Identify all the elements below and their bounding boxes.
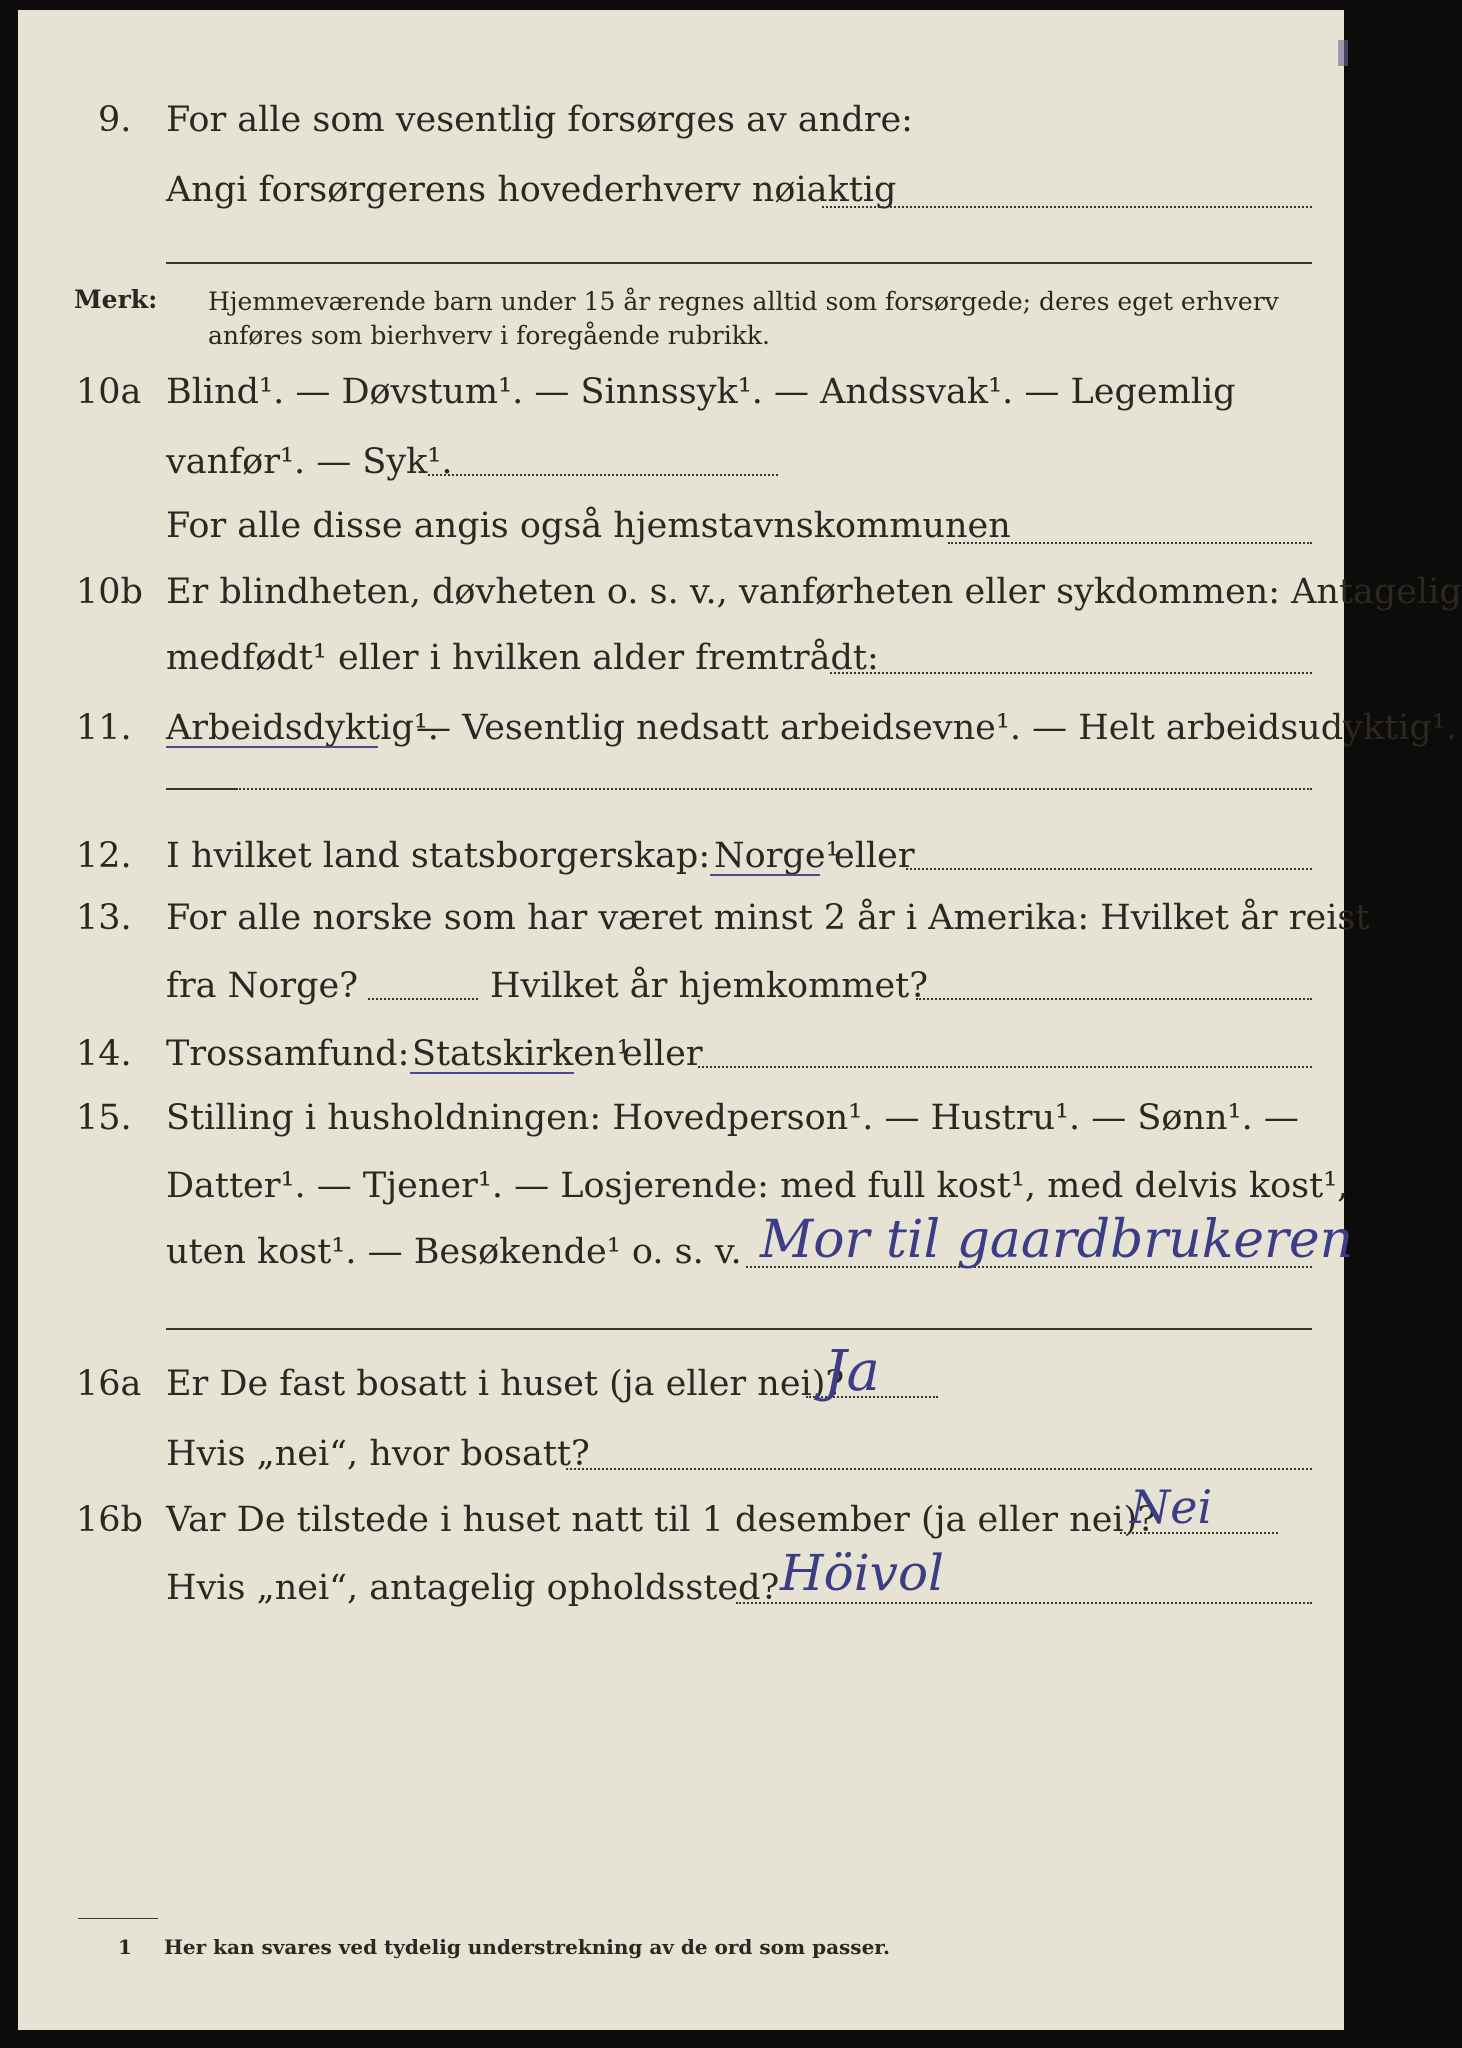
q16b-line1: Var De tilstede i huset natt til 1 desember (ja eller nei)? bbox=[166, 1500, 1157, 1540]
q15-line3: uten kost¹. — Besøkende¹ o. s. v. bbox=[166, 1232, 742, 1272]
q15-handwritten-answer: Mor til gaardbrukeren bbox=[760, 1210, 1354, 1270]
q16a-handwritten-answer: Ja bbox=[824, 1339, 880, 1404]
footnote-rule bbox=[78, 1918, 158, 1919]
q16b-number: 16b bbox=[76, 1500, 143, 1540]
q10a-line1: Blind¹. — Døvstum¹. — Sinnssyk¹. — Andssvak¹. — Legemlig bbox=[166, 372, 1236, 412]
q14-underline bbox=[410, 1072, 574, 1074]
q11-opt1: Arbeidsdyktig¹. bbox=[166, 708, 439, 748]
q9-answer-line-2 bbox=[166, 262, 1312, 264]
q14-prefix: Trossamfund: bbox=[166, 1034, 410, 1074]
ink-mark bbox=[1338, 40, 1348, 66]
q13-line2b: Hvilket år hjemkommet? bbox=[490, 966, 929, 1006]
q12-suffix: eller bbox=[834, 836, 915, 876]
q15-answer-line-2 bbox=[166, 1328, 1312, 1330]
q15-line1: Stilling i husholdningen: Hovedperson¹. — Hustru¹. — Sønn¹. — bbox=[166, 1098, 1299, 1138]
q14-answer-line bbox=[698, 1066, 1312, 1068]
q13-year-left-line bbox=[368, 998, 478, 1000]
q9-line1: For alle som vesentlig forsørges av andre: bbox=[166, 100, 913, 140]
q11-line-start bbox=[166, 788, 236, 790]
q9-line2: Angi forsørgerens hovederhverv nøiaktig bbox=[166, 170, 897, 210]
q16b-location-line bbox=[736, 1602, 1312, 1604]
merk-line1: Hjemmeværende barn under 15 år regnes alltid som forsørgede; deres eget erhverv bbox=[208, 287, 1279, 316]
q16a-line2: Hvis „nei“, hvor bosatt? bbox=[166, 1434, 590, 1474]
q9-answer-line bbox=[822, 206, 1312, 208]
q16b-handwritten-answer-1: Nei bbox=[1130, 1480, 1213, 1534]
q14-number: 14. bbox=[76, 1034, 132, 1074]
q11-number: 11. bbox=[76, 708, 132, 748]
q12-underline bbox=[710, 874, 820, 876]
q11-answer-line bbox=[236, 788, 1312, 790]
q12-prefix: I hvilket land statsborgerskap: bbox=[166, 836, 711, 876]
q13-year-return-line bbox=[916, 998, 1312, 1000]
footnote-mark: 1 bbox=[118, 1935, 132, 1959]
q13-line2a: fra Norge? bbox=[166, 966, 358, 1006]
q10b-line1: Er blindheten, døvheten o. s. v., vanførheten eller sykdommen: Antagelig bbox=[166, 572, 1462, 612]
q10a-answer-line bbox=[428, 474, 778, 476]
merk-line2: anføres som bierhverv i foregående rubrikk. bbox=[208, 321, 770, 350]
q10a-home-line bbox=[948, 542, 1312, 544]
q16a-residence-line bbox=[566, 1468, 1312, 1470]
q16b-handwritten-answer-2: Höivol bbox=[780, 1544, 945, 1602]
footnote-text: Her kan svares ved tydelig understrekning av de ord som passer. bbox=[164, 1935, 890, 1959]
q11-rest: — Vesentlig nedsatt arbeidsevne¹. — Helt arbeidsudyktig¹. bbox=[416, 708, 1457, 748]
q10a-line2: vanfør¹. — Syk¹. bbox=[166, 442, 453, 482]
q16a-line1: Er De fast bosatt i huset (ja eller nei)? bbox=[166, 1364, 845, 1404]
q10a-number: 10a bbox=[76, 372, 142, 412]
q9-number: 9. bbox=[98, 100, 132, 140]
q16b-line2: Hvis „nei“, antagelig opholdssted? bbox=[166, 1568, 780, 1608]
q12-option: Norge¹ bbox=[714, 836, 840, 876]
q14-option: Statskirken¹ bbox=[412, 1034, 631, 1074]
q13-number: 13. bbox=[76, 898, 132, 938]
q13-line1: For alle norske som har været minst 2 år i Amerika: Hvilket år reist bbox=[166, 898, 1370, 938]
q16a-number: 16a bbox=[76, 1364, 142, 1404]
q12-answer-line bbox=[906, 868, 1312, 870]
q14-suffix: eller bbox=[622, 1034, 703, 1074]
merk-label: Merk: bbox=[74, 285, 158, 314]
q10b-line2: medfødt¹ eller i hvilken alder fremtrådt: bbox=[166, 638, 879, 678]
q11-underline bbox=[166, 746, 378, 748]
q15-number: 15. bbox=[76, 1098, 132, 1138]
q10b-answer-line bbox=[830, 672, 1312, 674]
q15-line2: Datter¹. — Tjener¹. — Losjerende: med full kost¹, med delvis kost¹, bbox=[166, 1166, 1349, 1206]
q10a-line3: For alle disse angis også hjemstavnskommunen bbox=[166, 506, 1011, 546]
q12-number: 12. bbox=[76, 836, 132, 876]
q10b-number: 10b bbox=[76, 572, 143, 612]
census-form-page bbox=[18, 10, 1462, 2030]
